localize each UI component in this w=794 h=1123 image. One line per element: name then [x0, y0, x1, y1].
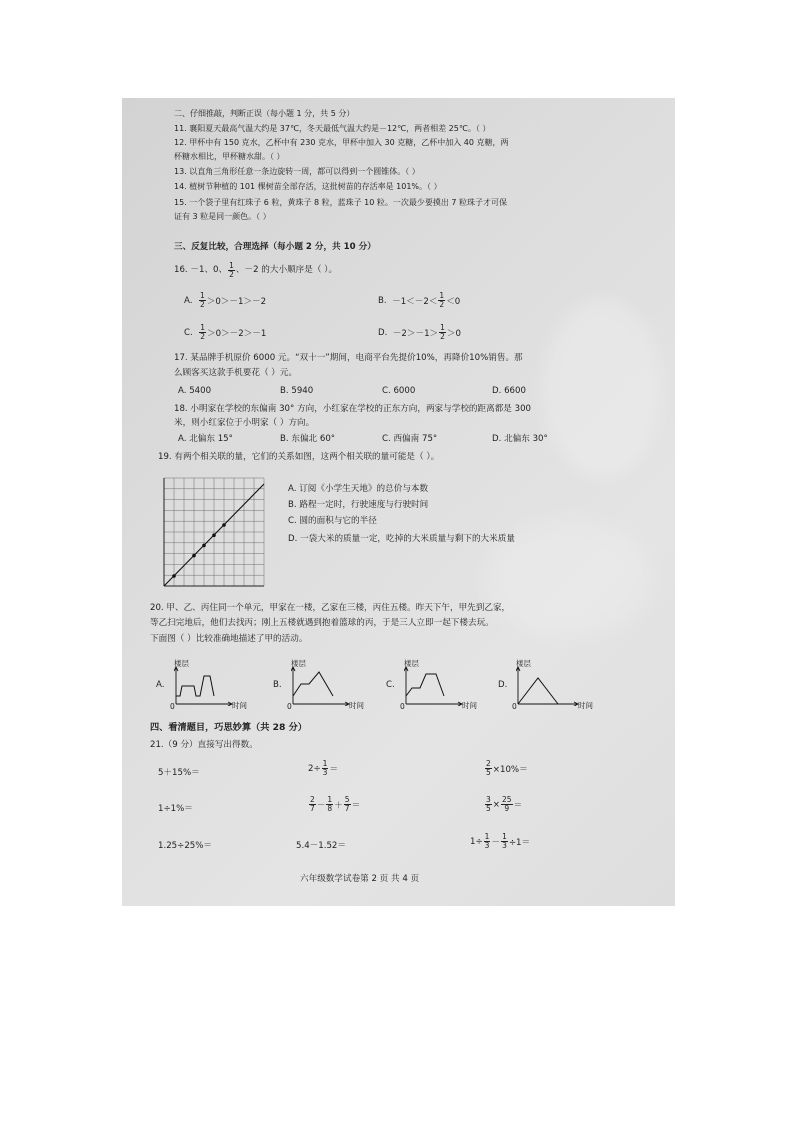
question-20-line2: 等乙扫完地后，他们去找丙；刚上五楼就遇到抱着篮球的丙，于是三人立即一起下楼去玩。: [150, 618, 494, 628]
question-20-line3: 下面图（ ）比较准确地描述了甲的活动。: [150, 634, 308, 644]
graph-option-label: B.: [273, 680, 282, 690]
graph-option-label: C.: [386, 680, 395, 690]
question-15-line2: 证有 3 粒是同一颜色。（ ）: [174, 212, 271, 221]
y-axis-label: 楼层: [291, 659, 306, 668]
operator: －: [491, 837, 501, 848]
q16-option-a: [184, 292, 266, 309]
fraction-half: $\frac{1}{2}$: [440, 323, 445, 341]
graph-b-plot: [291, 666, 351, 706]
x-axis-label: 时间: [232, 701, 247, 710]
q19-option-d: D. 一袋大米的质量一定，吃掉的大米质量与剩下的大米质量: [288, 534, 515, 544]
section3-heading: 三、反复比较，合理选择（每小题 2 分，共 10 分）: [174, 242, 376, 252]
fraction-half: $\frac{1}{2}$: [200, 323, 205, 341]
y-axis-label: 楼层: [516, 659, 531, 668]
graph-option-label: D.: [498, 680, 508, 690]
q19-option-c: C. 圆的面积与它的半径: [288, 516, 377, 526]
fraction: $\frac{5}{7}$: [344, 795, 350, 813]
question-11: 11. 襄阳夏天最高气温大约是 37℃，冬天最低气温大约是－12℃，两者相差 25℃。（ ）: [174, 124, 491, 133]
section4-heading: 四、看清题目，巧思妙算（共 28 分）: [150, 722, 307, 733]
fraction-half: $\frac{1}{2}$: [199, 291, 205, 309]
graph-option-label: A.: [156, 680, 165, 690]
fraction: $\frac{1}{3}$: [322, 759, 328, 777]
y-axis-label: 楼层: [174, 659, 189, 668]
q16-option-d: [378, 324, 461, 341]
q18-option-c: C. 西偏南 75°: [382, 434, 438, 444]
fraction-half: $\frac{1}{2}$: [229, 261, 234, 279]
fraction: $\frac{2}{7}$: [310, 795, 315, 813]
calc-text: ＝: [513, 800, 523, 811]
calc-text: ＝: [351, 800, 361, 811]
origin-label: 0: [170, 702, 175, 711]
fraction: $\frac{2}{5}$: [486, 759, 491, 777]
option-text: －2＞－1＞: [392, 328, 439, 339]
operator: ＋: [334, 800, 343, 811]
q18-option-b: B. 东偏北 60°: [280, 434, 336, 444]
calc-text: ÷1＝: [508, 837, 531, 848]
option-text: ＞0＞－1＞－2: [206, 296, 267, 307]
option-text: ＞0＞－2＞－1: [206, 328, 267, 339]
calc-text: ×10%＝: [492, 764, 528, 775]
question-18-line1: 18. 小明家在学校的东偏南 30° 方向，小红家在学校的正东方向，两家与学校的距离都是 300: [174, 404, 532, 414]
x-axis-label: 时间: [349, 701, 364, 710]
q16-option-c: [184, 324, 266, 341]
q20-graph-a: [156, 658, 268, 714]
graph-a-plot: [174, 666, 234, 706]
operator: ×: [492, 799, 500, 810]
fraction-half: $\frac{1}{2}$: [439, 291, 445, 309]
graph-d-plot: [516, 666, 580, 706]
calc-r2c3: [484, 796, 522, 813]
q20-graphs: [156, 658, 656, 718]
q18-option-d: D. 北偏东 30°: [492, 434, 548, 444]
scan-glare: [542, 298, 662, 478]
calc-r2c1: 1÷1%＝: [158, 804, 193, 814]
question-20-line1: 20. 甲、乙、丙住同一个单元，甲家在一楼，乙家在三楼，丙住五楼。昨天下午，甲先到乙家，: [150, 603, 511, 613]
q20-graph-b: [273, 658, 385, 714]
q19-line-graph: [162, 476, 266, 588]
q19-option-a: A. 订阅《小学生天地》的总价与本数: [288, 484, 429, 494]
calc-r1c3: [484, 760, 528, 777]
option-text: －1＜－2＜: [392, 296, 438, 307]
question-16: [174, 262, 337, 279]
graph-point: [222, 523, 226, 527]
q17-option-c: C. 6000: [382, 386, 416, 396]
exam-page-scan: [122, 98, 675, 906]
q18-option-a: A. 北偏东 15°: [178, 434, 233, 444]
option-label: D.: [378, 327, 388, 338]
question-15-line1: 15. 一个袋子里有红珠子 6 粒，黄珠子 8 粒，蓝珠子 10 粒。一次最少要摸出 7 粒珠子才可保: [174, 198, 508, 207]
page-footer: 六年级数学试卷第 2 页 共 4 页: [300, 874, 420, 884]
option-label: B.: [378, 295, 387, 306]
graph-point: [172, 574, 176, 578]
q16-option-b: [378, 292, 460, 309]
question-16-text: 16. －1、0、: [174, 265, 228, 275]
y-axis-label: 楼层: [404, 659, 419, 668]
question-13: 13. 以直角三角形任意一条边旋转一周，都可以得到一个圆锥体。（ ）: [174, 167, 420, 176]
calc-r2c2: [308, 796, 360, 813]
question-17-line1: 17. 某品牌手机原价 6000 元。“双十一”期间，电商平台先提价10%，再降价10%销售。那: [174, 353, 523, 363]
calc-r1c1: 5＋15%＝: [158, 768, 200, 778]
calc-r3c2: 5.4－1.52＝: [296, 841, 346, 851]
q17-option-b: B. 5940: [280, 386, 314, 396]
q17-option-d: D. 6600: [492, 386, 526, 396]
question-17-line2: 么顾客买这款手机要花（ ）元。: [174, 368, 298, 378]
question-21: 21.（9 分）直接写出得数。: [150, 740, 258, 750]
option-text: ＜0: [446, 296, 461, 307]
calc-text: 2÷: [308, 763, 321, 774]
graph-point: [192, 554, 196, 558]
q19-option-b: B. 路程一定时，行驶速度与行驶时间: [288, 500, 429, 510]
q17-option-a: A. 5400: [178, 386, 212, 396]
graph-point: [202, 544, 206, 548]
fraction: $\frac{1}{3}$: [484, 832, 490, 850]
question-14: 14. 植树节种植的 101 棵树苗全部存活，这批树苗的存活率是 101%。（ ）: [174, 182, 442, 191]
fraction: $\frac{1}{3}$: [502, 832, 507, 850]
operator: －: [316, 800, 326, 811]
graph-grid: [164, 478, 264, 586]
q20-graph-c: [386, 658, 498, 714]
fraction: $\frac{1}{8}$: [327, 795, 333, 813]
origin-label: 0: [400, 702, 405, 711]
question-18-line2: 米，则小红家位于小明家（ ）方向。: [174, 418, 315, 428]
calc-r3c3: [470, 833, 530, 850]
option-label: C.: [184, 327, 193, 338]
q20-graph-d: [498, 658, 610, 714]
calc-text: 1÷: [470, 836, 483, 847]
graph-c-plot: [404, 666, 464, 706]
option-label: A.: [184, 295, 193, 306]
origin-label: 0: [512, 702, 517, 711]
question-19: 19. 有两个相关联的量，它们的关系如图，这两个相关联的量可能是（ ）。: [158, 452, 440, 462]
x-axis-label: 时间: [462, 701, 477, 710]
graph-point: [212, 533, 216, 537]
fraction: $\frac{25}{9}$: [501, 795, 512, 813]
section2-heading: 二、仔细推敲，判断正误（每小题 1 分，共 5 分）: [174, 109, 355, 118]
option-text: ＞0: [446, 328, 461, 339]
calc-text: ＝: [329, 764, 339, 775]
calc-r3c1: 1.25÷25%＝: [158, 841, 213, 851]
calc-r1c2: [308, 760, 338, 777]
x-axis-label: 时间: [578, 701, 593, 710]
question-12-line1: 12. 甲杯中有 150 克水，乙杯中有 230 克水，甲杯中加入 30 克糖，乙杯中加入 40 克糖，两: [174, 138, 509, 147]
question-16-text: 、－2 的大小顺序是（ ）。: [235, 265, 338, 275]
question-12-line2: 杯糖水相比，甲杯糖水甜。（ ）: [174, 152, 285, 161]
fraction: $\frac{3}{5}$: [486, 795, 491, 813]
origin-label: 0: [287, 702, 292, 711]
